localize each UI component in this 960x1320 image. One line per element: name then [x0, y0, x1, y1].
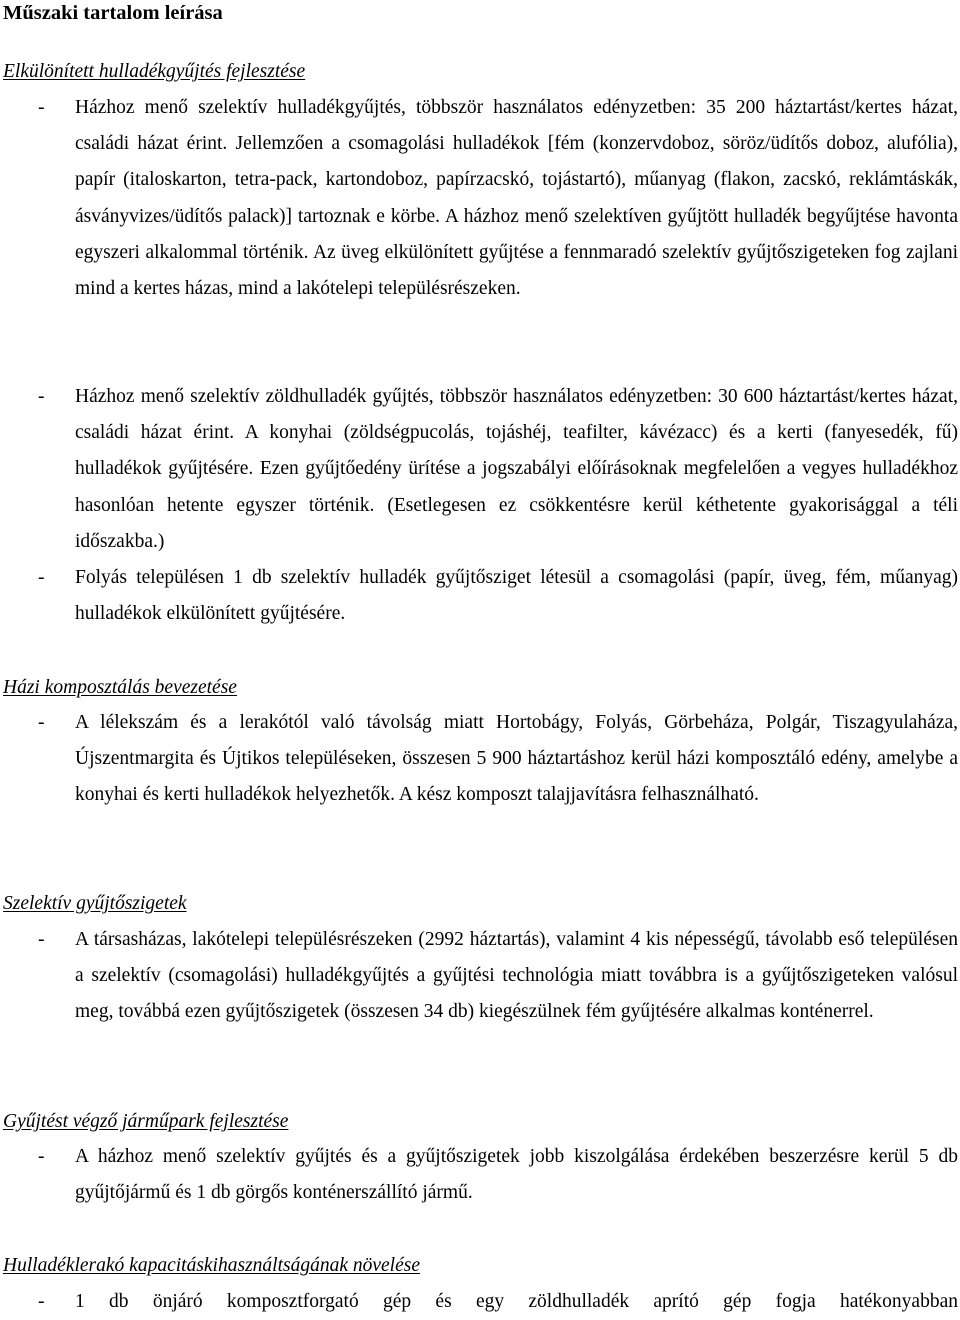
list-item [0, 705, 960, 814]
list-item [0, 922, 960, 1031]
list-bullet: - [38, 1146, 45, 1167]
list-item-text: A lélekszám és a lerakótól való távolság miatt Hortobágy, Folyás, Görbeháza, Polgár, Tiszagyulaháza, Újszentmargita és Újtikos településeken, összesen 5 900 háztartáshoz kerül házi komposztáló edény, amelybe a konyhai és kerti hulladékok helyezhetők. A kész komposzt talajjavításra felhasználható. [75, 712, 958, 806]
list-item-text: Házhoz menő szelektív hulladékgyűjtés, többször használatos edényzetben: 35 200 háztartást/kertes házat, családi házat érint. Jellemzően a csomagolási hulladékok [fém (konzervdoboz, söröz/üdítős doboz, alufólia), papír (italoskarton, tetra-pack, kartondoboz, papírzacskó, tojástartó), műanyag (flakon, zacskó, reklámtáskák, ásványvizes/üdítős palack)] tartoznak e körbe. A házhoz menő szelektíven gyűjtött hulladék begyűjtése havonta egyszeri alkalommal történik. Az üveg elkülönített gyűjtése a fennmaradó szelektív gyűjtőszigeteken fog zajlani mind a kertes házas, mind a lakótelepi településrészeken. [75, 97, 958, 300]
section-heading-vehicle-fleet: Gyűjtést végző járműpark fejlesztése [3, 1111, 289, 1132]
list-item [0, 560, 960, 632]
list-item-text: Folyás településen 1 db szelektív hulladék gyűjtősziget létesül a csomagolási (papír, üveg, fém, műanyag) hulladékok elkülönített gyűjtésére. [75, 567, 958, 625]
list-item [0, 90, 960, 307]
section-heading-separate-collection: Elkülönített hulladékgyűjtés fejlesztése [3, 61, 306, 82]
list-bullet: - [38, 386, 45, 407]
list-bullet: - [38, 929, 45, 950]
list-item-text: A társasházas, lakótelepi településrészeken (2992 háztartás), valamint 4 kis népességű, távolabb eső településen a szelektív (csomagolási) hulladékgyűjtés a gyűjtési technológia miatt továbbra is a gyűjtőszigeteken valósul meg, továbbá ezen gyűjtőszigetek (összesen 34 db) kiegészülnek fém gyűjtésére alkalmas konténerrel. [75, 929, 958, 1023]
list-item [0, 379, 960, 560]
list-item-text: A házhoz menő szelektív gyűjtés és a gyűjtőszigetek jobb kiszolgálása érdekében beszerzésre kerül 5 db gyűjtőjármű és 1 db görgős konténerszállító jármű. [75, 1146, 958, 1204]
list-item-text: Házhoz menő szelektív zöldhulladék gyűjtés, többször használatos edényzetben: 30 600 háztartást/kertes házat, családi házat érint. A konyhai (zöldségpucolás, tojáshéj, teafilter, kávézacc) és a kerti (fanyesedék, fű) hulladékok gyűjtésére. Ezen gyűjtőedény ürítése a jogszabályi előírásoknak megfelelően a vegyes hulladékhoz hasonlóan hetente egyszer történik. (Esetlegesen ez csökkentésre kerül kéthetente gyakorisággal a téli időszakba.) [75, 386, 958, 552]
list-item-text: 1 db önjáró komposztforgató gép és egy zöldhulladék aprító gép fogja hatékonyabban [75, 1291, 958, 1312]
section-heading-landfill-capacity: Hulladéklerakó kapacitáskihasználtságának növelése [3, 1255, 420, 1276]
list-bullet: - [38, 1291, 45, 1312]
document-title: Műszaki tartalom leírása [3, 2, 223, 24]
list-bullet: - [38, 712, 45, 733]
section-heading-collection-islands: Szelektív gyűjtőszigetek [3, 893, 187, 914]
list-item [0, 1139, 960, 1211]
list-bullet: - [38, 97, 45, 118]
list-item [0, 1284, 960, 1320]
list-bullet: - [38, 567, 45, 588]
section-heading-home-composting: Házi komposztálás bevezetése [3, 677, 237, 698]
